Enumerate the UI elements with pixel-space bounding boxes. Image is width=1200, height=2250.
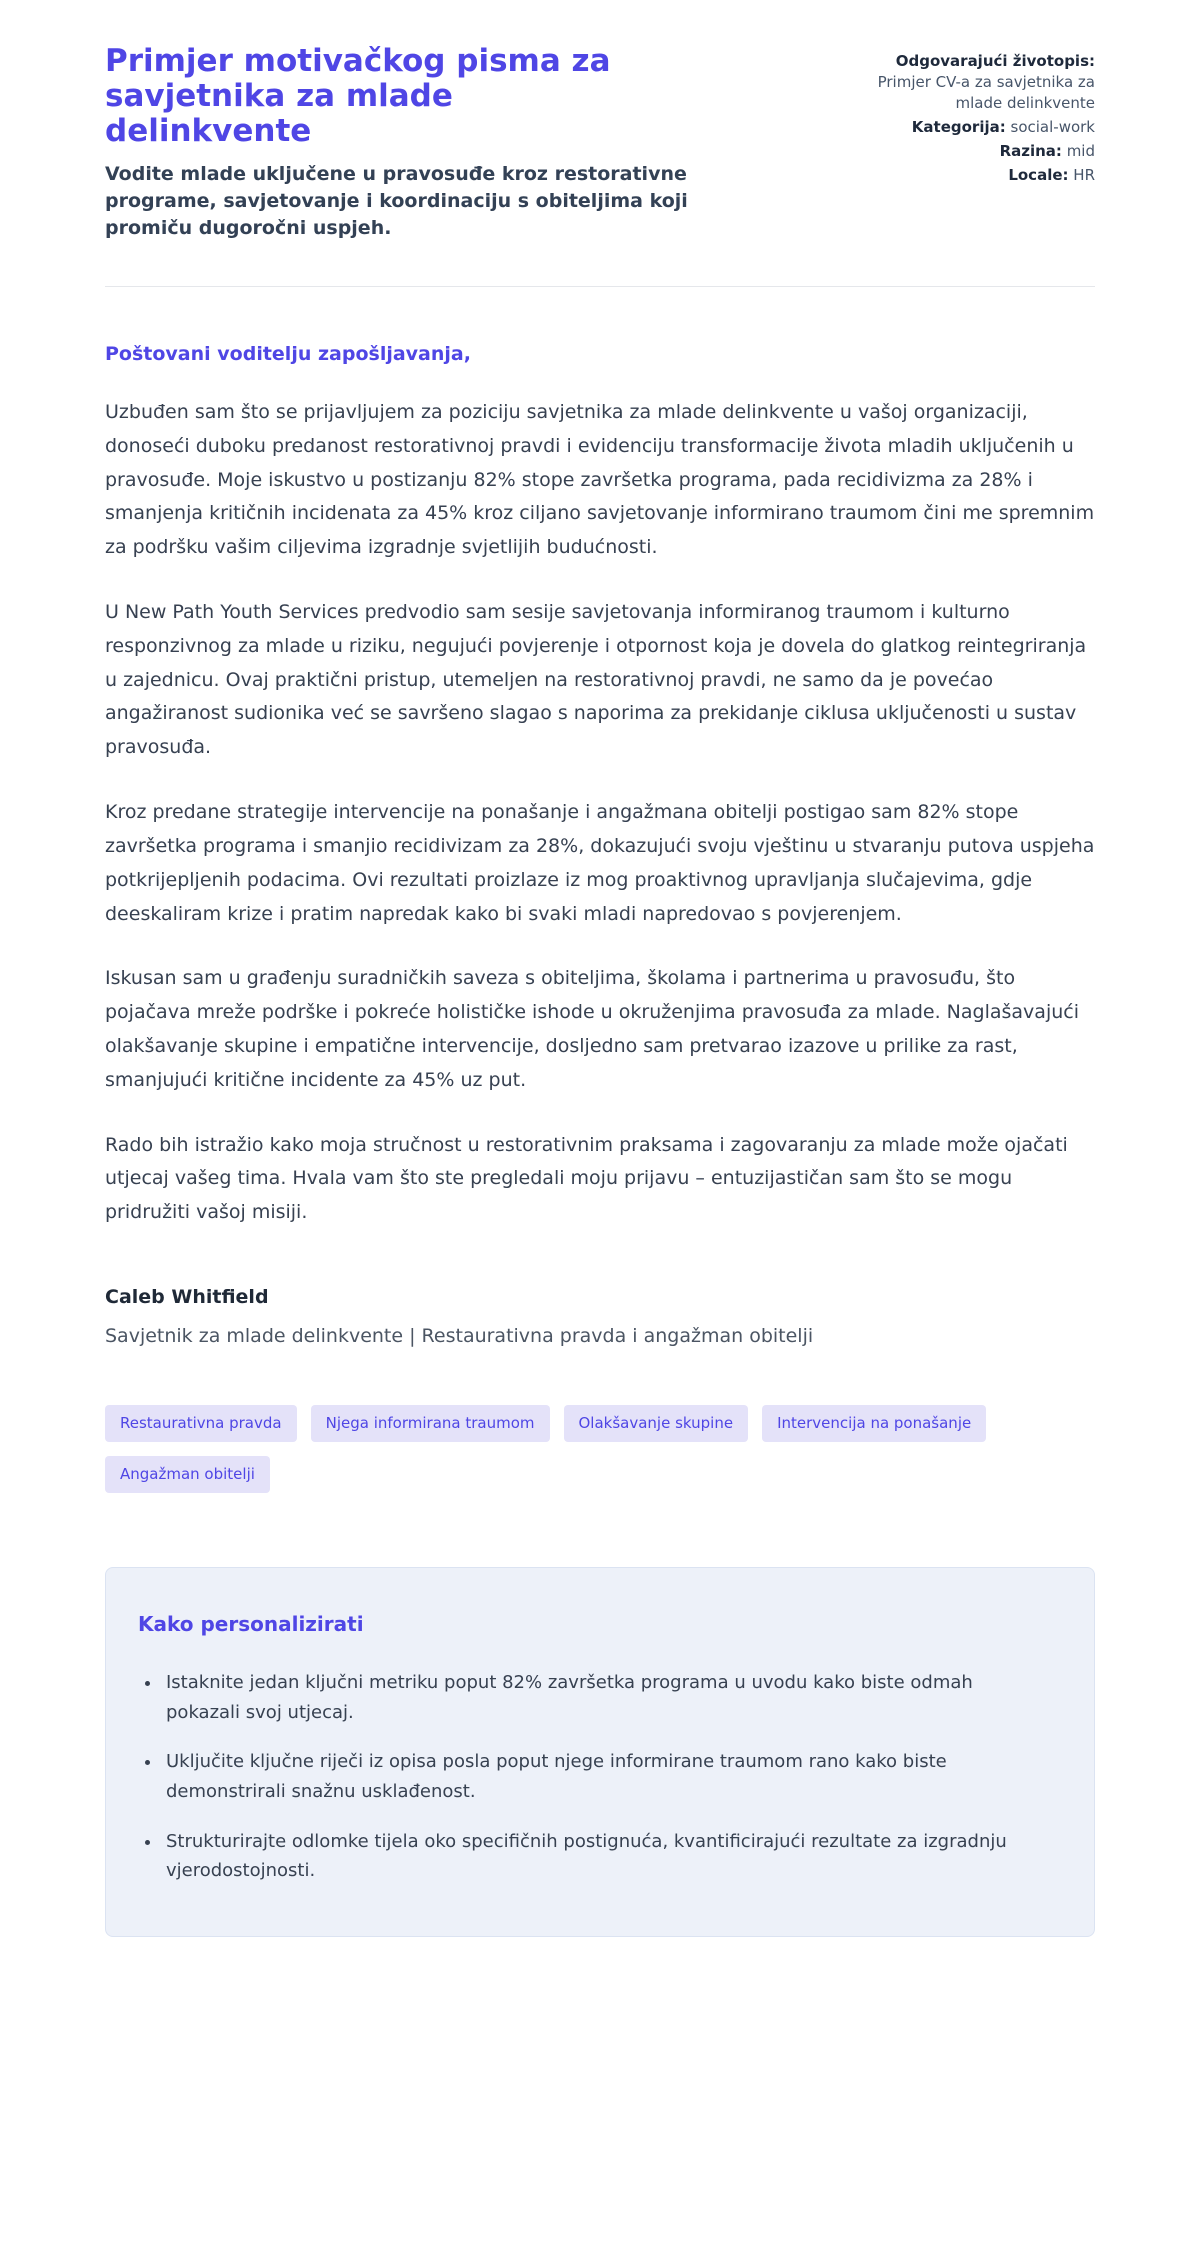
signature-block	[105, 1286, 1095, 1347]
page-container	[105, 0, 1095, 1997]
meta-resume-link[interactable]: Primjer CV-a za savjetnika za mlade delinkvente	[877, 73, 1095, 112]
tag-chip: Angažman obitelji	[105, 1456, 270, 1493]
callout-bullet: • Uključite ključne riječi iz opisa posla poput njege informirane traumom rano kako biste demonstrirali snažnu usklađenost.	[162, 1747, 1042, 1806]
page-subtitle: Vodite mlade uključene u pravosuđe kroz restorativne programe, savjetovanje i koordinaciju s obiteljima koji promiču dugoročni uspjeh.	[105, 163, 688, 239]
meta-locale	[775, 165, 1095, 186]
callout-title: Kako personalizirati	[138, 1612, 364, 1637]
meta-locale-value: HR	[1073, 166, 1095, 184]
letter-paragraph: Kroz predane strategije intervencije na ponašanje i angažmana obitelji postigao sam 82% stope završetka programa i smanjio recidivizam za 28%, dokazujući svoju vještinu u stvaranju putova uspjeha potkrijepljenih podacima. Ovi rezultati proizlaze iz mog proaktivnog upravljanja slučajevima, gdje deeskaliram krize i pratim napredak kako bi svaki mladi napredovao s povjerenjem.	[105, 801, 1095, 925]
meta-panel	[775, 44, 1095, 186]
meta-level-label: Razina:	[999, 142, 1062, 160]
meta-level	[775, 141, 1095, 162]
letter-paragraph: U New Path Youth Services predvodio sam sesije savjetovanja informiranog traumom i kulturno responzivnog za mlade u riziku, negujući povjerenje i otpornost koja je dovela do glatkog reintegriranja u zajednicu. Ovaj praktični pristup, utemeljen na restorativnoj pravdi, ne samo da je povećao angažiranost sudionika već se savršeno slagao s naporima za prekidanje ciklusa uključenosti u sustav pravosuđa.	[105, 601, 1087, 759]
callout-bullet: • Strukturirajte odlomke tijela oko specifičnih postignuća, kvantificirajući rezultate za izgradnju vjerodostojnosti.	[162, 1827, 1042, 1886]
letter-paragraph: Rado bih istražio kako moja stručnost u restorativnim praksama i zagovaranju za mlade može ojačati utjecaj vašeg tima. Hvala vam što ste pregledali moju prijavu – entuzijastičan sam što se mogu pridružiti vašoj misiji.	[105, 1133, 1068, 1224]
meta-level-value: mid	[1066, 142, 1095, 160]
meta-resume	[775, 51, 1095, 114]
meta-category	[775, 117, 1095, 138]
header-title-block	[105, 44, 745, 242]
tag-list	[105, 1405, 1095, 1493]
personalization-callout	[105, 1567, 1095, 1937]
meta-category-label: Kategorija:	[911, 118, 1006, 136]
letter-body	[105, 343, 1095, 1230]
letter-greeting: Poštovani voditelju zapošljavanja,	[105, 342, 471, 365]
tag-chip: Restaurativna pravda	[105, 1405, 297, 1442]
meta-locale-label: Locale:	[1008, 166, 1069, 184]
signature-role: Savjetnik za mlade delinkvente | Restaurativna pravda i angažman obitelji	[105, 1325, 814, 1348]
meta-category-value: social-work	[1010, 118, 1095, 136]
letter-paragraph: Iskusan sam u građenju suradničkih saveza s obiteljima, školama i partnerima u pravosuđu, što pojačava mreže podrške i pokreće holističke ishode u okruženjima pravosuđa za mlade. Naglašavajući olakšavanje skupine i empatične intervencije, dosljedno sam pretvarao izazove u prilike za rast, smanjujući kritične incidente za 45% uz put.	[105, 967, 1079, 1091]
header-divider	[105, 286, 1095, 287]
letter-paragraph: Uzbuđen sam što se prijavljujem za poziciju savjetnika za mlade delinkvente u vašoj organizaciji, donoseći duboku predanost restorativnoj pravdi i evidenciju transformacije života mladih uključenih u pravosuđe. Moje iskustvo u postizanju 82% stope završetka programa, pada recidivizma za 28% i smanjenja kritičnih incidenata za 45% kroz ciljano savjetovanje informirano traumom čini me spremnim za podršku vašim ciljevima izgradnje svjetlijih budućnosti.	[105, 400, 1095, 559]
page-title: Primjer motivačkog pisma za savjetnika za mlade delinkvente	[105, 43, 611, 150]
callout-bullet: • Istaknite jedan ključni metriku poput 82% završetka programa u uvodu kako biste odmah pokazali svoj utjecaj.	[162, 1668, 1042, 1727]
tag-chip: Intervencija na ponašanje	[762, 1405, 986, 1442]
signature-name: Caleb Whitfield	[105, 1286, 269, 1309]
callout-bullet-list	[138, 1668, 1058, 1886]
meta-resume-label: Odgovarajući životopis:	[895, 52, 1095, 70]
tag-chip: Njega informirana traumom	[311, 1405, 550, 1442]
page-header	[105, 44, 1095, 242]
tag-chip: Olakšavanje skupine	[564, 1405, 749, 1442]
